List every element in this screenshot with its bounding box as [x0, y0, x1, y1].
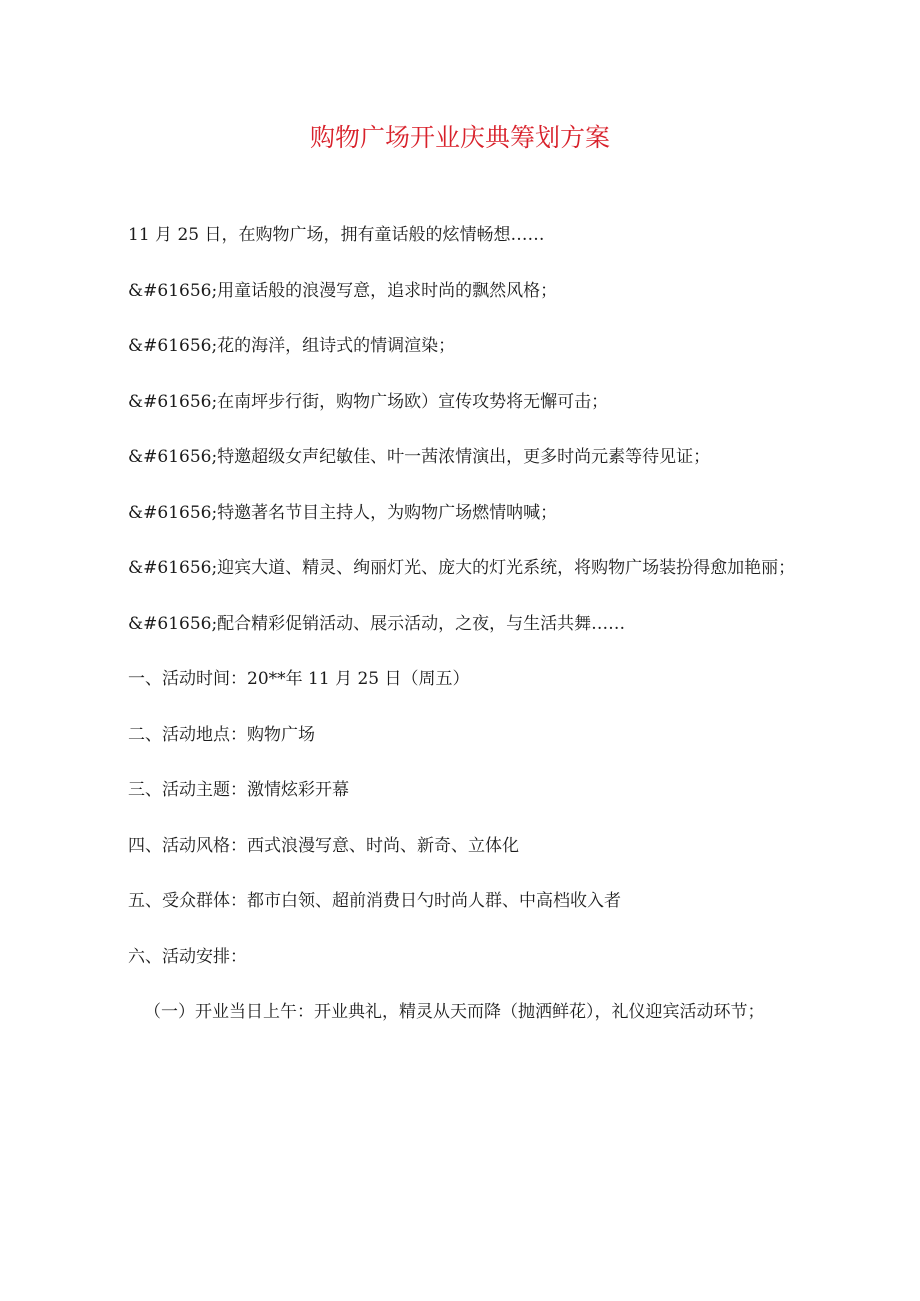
document-title: 购物广场开业庆典筹划方案 — [309, 123, 610, 152]
document-body — [128, 208, 800, 1041]
paragraph-bullet-7: &#61656;配合精彩促销活动、展示活动，之夜，与生活共舞…… — [128, 613, 626, 634]
paragraph-section-audience: 五、受众群体：都市白领、超前消费日勺时尚人群、中高档收入者 — [128, 891, 621, 911]
paragraph-section-theme: 三、活动主题：激情炫彩开幕 — [128, 780, 349, 800]
paragraph-section-schedule: 六、活动安排： — [128, 946, 247, 967]
paragraph-section-time: 一、活动时间：20**年 11 月 25 日（周五） — [128, 669, 470, 689]
paragraph-schedule-item-1: （一）开业当日上午：开业典礼，精灵从天而降（抛洒鲜花），礼仪迎宾活动环节； — [144, 1002, 765, 1022]
paragraph-section-location: 二、活动地点：购物广场 — [128, 724, 315, 745]
paragraph-bullet-6: &#61656;迎宾大道、精灵、绚丽灯光、庞大的灯光系统，将购物广场装扮得愈加艳丽； — [128, 558, 796, 578]
paragraph-bullet-1: &#61656;用童话般的浪漫写意，追求时尚的飘然风格； — [128, 280, 558, 301]
paragraph-bullet-4: &#61656;特邀超级女声纪敏佳、叶一茜浓情演出，更多时尚元素等待见证； — [128, 447, 711, 467]
paragraph-bullet-5: &#61656;特邀著名节目主持人，为购物广场燃情呐喊； — [128, 502, 558, 523]
paragraph-section-style: 四、活动风格：西式浪漫写意、时尚、新奇、立体化 — [128, 835, 519, 856]
paragraph-bullet-3: &#61656;在南坪步行街，购物广场欧）宣传攻势将无懈可击； — [128, 391, 609, 412]
paragraph-intro: 11 月 25 日，在购物广场，拥有童话般的炫情畅想…… — [128, 225, 545, 245]
paragraph-bullet-2: &#61656;花的海洋，组诗式的情调渲染； — [128, 336, 456, 356]
